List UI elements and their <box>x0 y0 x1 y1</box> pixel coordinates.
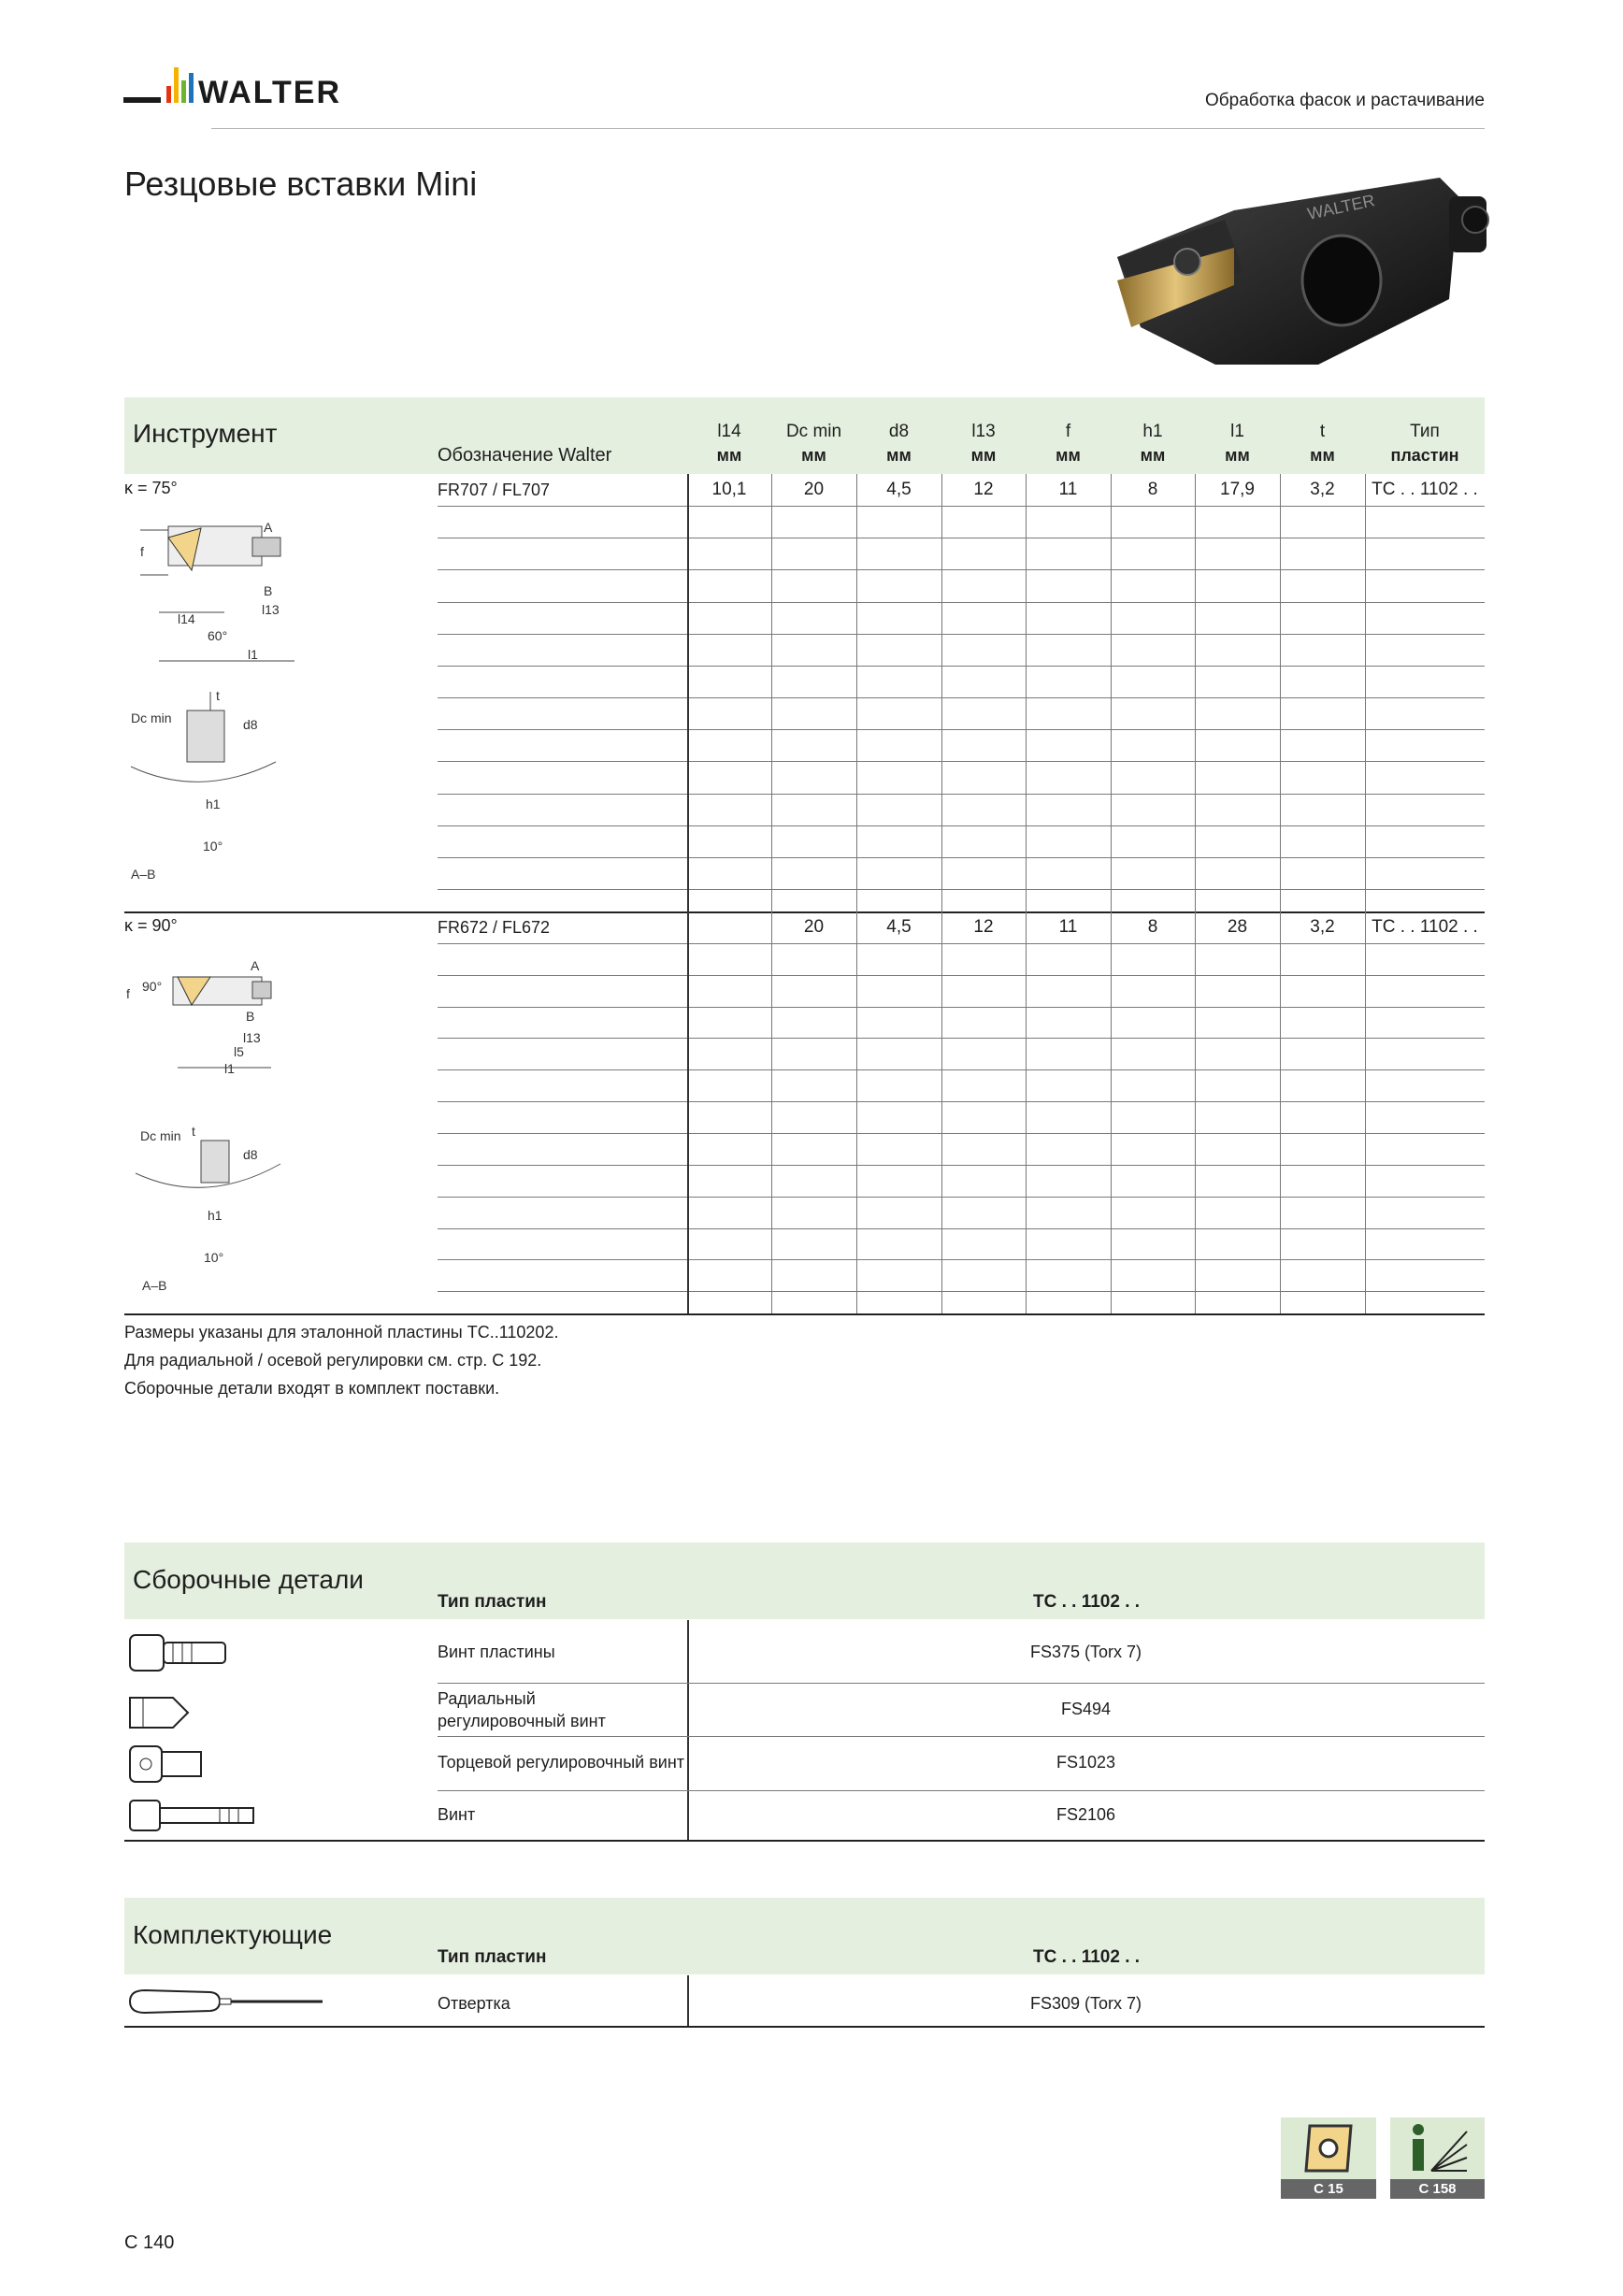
table-row-rule <box>438 569 1485 570</box>
cell-value: 17,9 <box>1220 480 1255 499</box>
group1-designation: FR707 / FL707 <box>438 481 551 499</box>
table-col-rule <box>687 474 689 911</box>
col-header-unit: мм <box>1225 446 1250 465</box>
page-title: Резцовые вставки Mini <box>124 165 478 203</box>
table-col-rule <box>941 911 942 1313</box>
table-col-rule <box>941 474 942 911</box>
assembly-row-value: FS1023 <box>1056 1753 1116 1772</box>
svg-text:Dc min: Dc min <box>140 1128 181 1143</box>
col-header-symbol: d8 <box>888 422 910 441</box>
table-row-rule <box>438 794 1485 795</box>
table-row-rule <box>438 697 1485 698</box>
svg-text:A: A <box>264 520 273 535</box>
col-header-unit: мм <box>886 446 912 465</box>
cell-value: 20 <box>803 917 825 937</box>
table-row-rule <box>438 1133 1485 1134</box>
svg-text:l14: l14 <box>178 611 195 626</box>
table-col-rule <box>1365 474 1366 911</box>
table-col-rule <box>1111 474 1112 911</box>
svg-text:l1: l1 <box>224 1061 235 1076</box>
col-header-symbol: Dc min <box>785 422 842 441</box>
svg-text:d8: d8 <box>243 717 258 732</box>
svg-text:t: t <box>216 688 220 703</box>
cell-value: 11 <box>1058 480 1078 499</box>
group-bottom-rule <box>124 1313 1485 1315</box>
table-col-rule <box>1111 911 1112 1313</box>
drawing-section-75 <box>126 687 313 893</box>
table-row-rule <box>438 506 1485 507</box>
svg-text:h1: h1 <box>208 1208 223 1223</box>
svg-text:Dc min: Dc min <box>131 710 172 725</box>
product-image <box>1103 168 1505 383</box>
product-brand-mark: WALTER <box>1305 191 1377 223</box>
table-col-rule <box>771 474 772 911</box>
table-row-rule <box>438 889 1485 890</box>
assembly-row-name: Винт пластины <box>438 1643 555 1661</box>
svg-text:B: B <box>246 1009 255 1024</box>
designation-header: Обозначение Walter <box>438 445 612 466</box>
table-row-rule <box>438 1101 1485 1102</box>
assembly-row-name: Торцевой регулировочный винт <box>438 1753 685 1772</box>
cell-value: 4,5 <box>886 917 912 937</box>
group2-angle: κ = 90° <box>124 916 178 935</box>
col-header-symbol: t <box>1319 422 1326 441</box>
col-header-symbol: Тип <box>1410 422 1440 441</box>
assembly-row-rule <box>438 1683 1485 1684</box>
table-col-rule <box>687 911 689 1313</box>
col-header-unit: мм <box>801 446 826 465</box>
table-row-rule <box>438 1069 1485 1070</box>
table-col-rule <box>771 911 772 1313</box>
table-row-rule <box>438 1165 1485 1166</box>
table-row-rule <box>438 975 1485 976</box>
group1-angle: κ = 75° <box>124 479 178 497</box>
svg-text:10°: 10° <box>204 1250 224 1265</box>
table-row-rule <box>438 1007 1485 1008</box>
svg-text:l13: l13 <box>243 1030 261 1045</box>
table-row-rule <box>438 825 1485 826</box>
assembly-row-rule <box>438 1736 1485 1737</box>
brand-text: WALTER <box>198 75 342 110</box>
insert-ref-icon[interactable] <box>1281 2117 1376 2199</box>
assembly-row-value: FS375 (Torx 7) <box>1029 1643 1142 1661</box>
insert-ref-label: C 15 <box>1281 2179 1376 2199</box>
table-col-rule <box>1365 911 1366 1313</box>
svg-text:A–B: A–B <box>131 867 156 882</box>
svg-text:l5: l5 <box>234 1044 244 1059</box>
assembly-insert-type: TC . . 1102 . . <box>1033 1592 1141 1612</box>
info-ref-label: C 158 <box>1390 2179 1485 2199</box>
cell-value: 12 <box>973 480 994 499</box>
page-number: C 140 <box>124 2232 175 2253</box>
cell-value: 20 <box>803 480 825 499</box>
table-col-rule <box>856 911 857 1313</box>
table-row-rule <box>438 602 1485 603</box>
col-header-unit: мм <box>1056 446 1081 465</box>
cell-value: 11 <box>1058 917 1078 937</box>
col-header-symbol: f <box>1065 422 1071 441</box>
accessories-bottom-rule <box>124 2026 1485 2028</box>
note-1: Размеры указаны для эталонной пластины TC..110202. <box>124 1323 559 1342</box>
table-row-rule <box>438 1038 1485 1039</box>
table-row-rule <box>438 761 1485 762</box>
cell-value: 8 <box>1147 917 1158 937</box>
cell-value: 8 <box>1147 480 1158 499</box>
svg-text:A–B: A–B <box>142 1278 167 1293</box>
cell-value: TC . . 1102 . . <box>1372 480 1478 499</box>
table-row-rule <box>438 1291 1485 1292</box>
col-header-unit: пластин <box>1390 446 1459 465</box>
svg-text:l1: l1 <box>248 647 258 662</box>
insert-screw-icon <box>126 1631 229 1679</box>
svg-text:B: B <box>264 583 273 598</box>
assembly-col-header: Тип пластин <box>438 1592 547 1612</box>
accessory-row-value: FS309 (Torx 7) <box>1029 1994 1142 2013</box>
col-header-symbol: l13 <box>971 422 996 441</box>
svg-text:l13: l13 <box>262 602 280 617</box>
info-ref-icon[interactable] <box>1390 2117 1485 2199</box>
drawing-top-view-90 <box>122 954 309 1084</box>
assembly-row-rule <box>438 1790 1485 1791</box>
assembly-row-name: Радиальный регулировочный винт <box>438 1689 606 1730</box>
table-row-rule <box>438 666 1485 667</box>
svg-text:d8: d8 <box>243 1147 258 1162</box>
cell-value: TC . . 1102 . . <box>1372 917 1478 937</box>
cell-value: 10,1 <box>711 480 747 499</box>
svg-text:f: f <box>126 986 130 1001</box>
assembly-row-value: FS494 <box>1060 1700 1112 1718</box>
group2-designation: FR672 / FL672 <box>438 918 551 937</box>
col-header-unit: мм <box>1140 446 1166 465</box>
table-row-rule <box>438 943 1485 944</box>
note-2: Для радиальной / осевой регулировки см. стр. C 192. <box>124 1351 542 1370</box>
table-col-rule <box>1280 911 1281 1313</box>
cell-value: 12 <box>973 917 994 937</box>
table-col-rule <box>1195 474 1196 911</box>
table-row-rule <box>438 729 1485 730</box>
col-header-unit: мм <box>1310 446 1335 465</box>
col-header-symbol: l14 <box>717 422 741 441</box>
tool-table-title: Инструмент <box>133 419 278 448</box>
assembly-row-name: Винт <box>438 1805 476 1824</box>
svg-text:h1: h1 <box>206 796 221 811</box>
col-header-unit: мм <box>716 446 742 465</box>
table-row-rule <box>438 1228 1485 1229</box>
col-header-symbol: l1 <box>1230 422 1244 441</box>
assembly-title: Сборочные детали <box>133 1565 364 1594</box>
drawing-section-90 <box>131 1112 318 1299</box>
table-row-rule <box>438 1197 1485 1198</box>
accessories-col-header: Тип пластин <box>438 1947 547 1967</box>
screwdriver-icon <box>126 1985 327 2023</box>
assembly-bottom-rule <box>124 1840 1485 1842</box>
table-col-rule <box>1026 474 1027 911</box>
drawing-top-view-75 <box>131 519 318 678</box>
accessories-title: Комплектующие <box>133 1920 333 1949</box>
col-header-symbol: h1 <box>1142 422 1163 441</box>
section-label: Обработка фасок и растачивание <box>1205 91 1485 110</box>
table-row-rule <box>438 634 1485 635</box>
svg-text:60°: 60° <box>208 628 228 643</box>
cell-value: 3,2 <box>1310 917 1335 937</box>
accessories-insert-type: TC . . 1102 . . <box>1033 1947 1141 1967</box>
svg-text:90°: 90° <box>142 979 163 994</box>
header-rule <box>211 128 1485 129</box>
cell-value: 3,2 <box>1310 480 1335 499</box>
radial-adjust-screw-icon <box>126 1692 192 1738</box>
walter-logo <box>123 60 404 116</box>
svg-text:t: t <box>192 1124 195 1139</box>
svg-text:10°: 10° <box>203 839 223 854</box>
svg-text:A: A <box>251 958 260 973</box>
table-col-rule <box>1195 911 1196 1313</box>
svg-text:f: f <box>140 544 144 559</box>
screw-icon <box>126 1797 257 1839</box>
note-3: Сборочные детали входят в комплект поставки. <box>124 1379 500 1398</box>
table-col-rule <box>1026 911 1027 1313</box>
cell-value: 4,5 <box>886 480 912 499</box>
col-header-unit: мм <box>970 446 997 465</box>
face-adjust-screw-icon <box>126 1743 205 1790</box>
cell-value: 28 <box>1227 917 1248 937</box>
assembly-row-value: FS2106 <box>1056 1805 1116 1824</box>
table-col-rule <box>1280 474 1281 911</box>
accessory-row-name: Отвертка <box>438 1994 510 2013</box>
table-col-rule <box>856 474 857 911</box>
table-row-rule <box>438 1259 1485 1260</box>
table-row-rule <box>438 857 1485 858</box>
